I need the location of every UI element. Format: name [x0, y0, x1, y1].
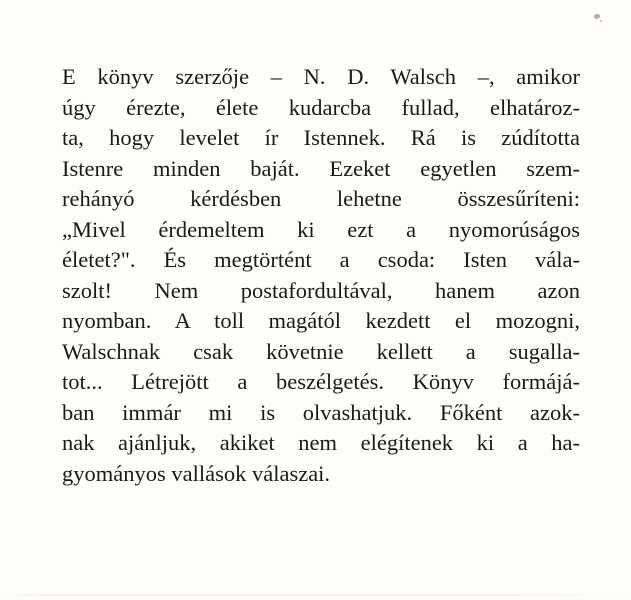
text-line: rehányó kérdésben lehetne összesűríteni:: [62, 186, 580, 211]
text-line: ban immár mi is olvashatjuk. Főként azok-: [62, 399, 580, 425]
text-line: nyomban. A toll magától kezdett el mozogni,: [62, 308, 580, 333]
text-line: tot... Létrejött a beszélgetés. Könyv formájá-: [62, 369, 580, 394]
text-line: nak ajánljuk, akiket nem elégítenek ki a ha-: [62, 430, 580, 455]
text-line-last: gyományos vallások válaszai.: [62, 460, 331, 486]
text-line: úgy érezte, élete kudarcba fullad, elhatároz-: [62, 94, 580, 120]
text-line: szolt! Nem postafordultával, hanem azon: [62, 277, 580, 303]
text-line: „Mivel érdemeltem ki ezt a nyomorúságos: [62, 216, 580, 242]
text-line: ta, hogy levelet ír Istennek. Rá is zúdította: [62, 125, 580, 150]
text-line: E könyv szerzője – N. D. Walsch –, amikor: [62, 64, 580, 89]
text-line: életet?". És megtörtént a csoda: Isten vála-: [62, 247, 580, 272]
text-line: Walschnak csak követnie kellett a sugalla-: [62, 338, 580, 364]
page-edge: [0, 594, 631, 596]
ink-speck: [594, 14, 600, 19]
ink-speck-small: [600, 20, 602, 22]
blurb-paragraph: [62, 62, 580, 489]
text-line: Istenre minden baját. Ezeket egyetlen szem-: [62, 155, 580, 181]
